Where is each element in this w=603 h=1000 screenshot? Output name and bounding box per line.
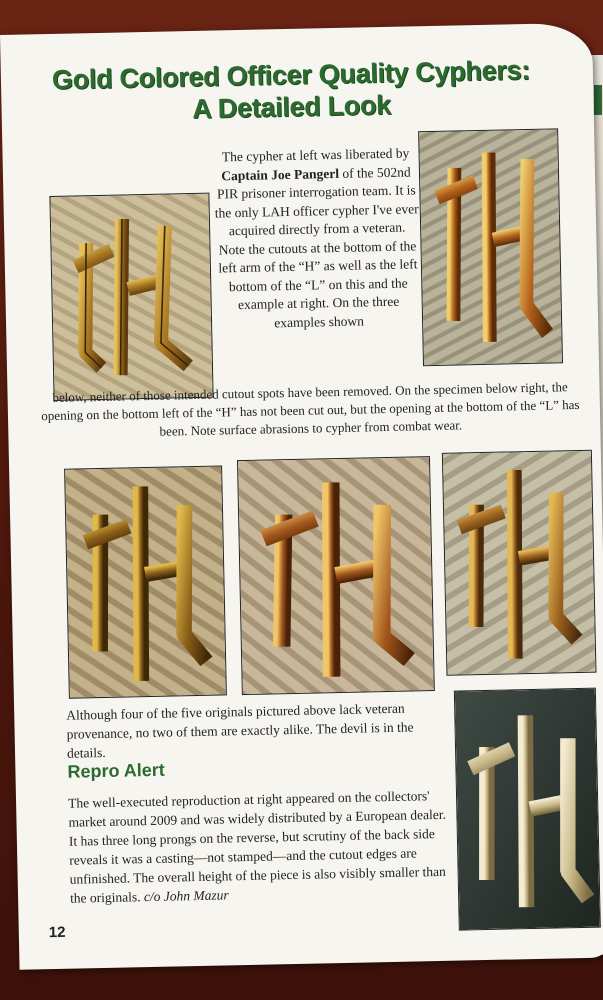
- title-line-2: A Detailed Look: [192, 89, 392, 124]
- page-number: 12: [48, 923, 66, 942]
- captain-name: Captain Joe Pangerl: [221, 165, 340, 183]
- photo-cypher-reproduction: [454, 688, 601, 931]
- photo-cypher-veteran: [49, 193, 213, 401]
- intro-paragraph: [212, 144, 422, 333]
- intro-text-1: The cypher at left was liberated by: [221, 145, 410, 165]
- photo-cypher-original-2: [237, 456, 435, 695]
- gold-cypher-icon: [238, 457, 434, 694]
- gold-cypher-icon: [50, 194, 212, 400]
- gold-cypher-icon: [443, 451, 596, 675]
- credit-text: c/o John Mazur: [143, 887, 229, 905]
- title-line-1: Gold Colored Officer Quality Cyphers:: [51, 54, 531, 95]
- gold-cypher-icon: [65, 466, 226, 697]
- repro-alert-paragraph: [68, 786, 450, 908]
- repro-alert-text: The well-executed reproduction at right appeared on the collectors' market around 2009 and was widely distributed by a European dealer. It has three long prongs on the reverse, but scrutiny of the back side reveals it was a casting—not stamped—and the cutout edges are unfinished. The overall height of the piece is also visibly smaller than the originals.: [67, 788, 447, 906]
- photo-cypher-right-example: [418, 128, 563, 366]
- facing-page-heading-mark: [594, 85, 602, 115]
- silver-cypher-icon: [455, 689, 600, 930]
- gold-cypher-icon: [419, 129, 562, 365]
- book-page: [0, 23, 603, 970]
- intro-text-2: of the 502nd PIR prisoner interrogation team. It is the only LAH officer cypher I've ever acquired directly from a veteran. Note the cutouts at the bottom of the left arm of the “H” as well as the left bottom of the “L” on this and the example at right. On the three examples shown: [214, 163, 419, 330]
- intro-paragraph-continued: below, neither of those intended cutout spots have been removed. On the specimen below right, the opening on the bottom left of the “H” has not been cut out, but the opening at the bottom of the “L” has been. Note surface abrasions to cypher from combat wear.: [41, 379, 580, 439]
- photo-cypher-original-3: [442, 450, 597, 676]
- page-title: [31, 53, 552, 128]
- photo-cypher-original-1: [64, 465, 227, 698]
- repro-alert-heading: Repro Alert: [67, 759, 165, 782]
- originals-caption: Although four of the five originals pictured above lack veteran provenance, no two of them are exactly alike. The devil is in the details.: [66, 700, 414, 761]
